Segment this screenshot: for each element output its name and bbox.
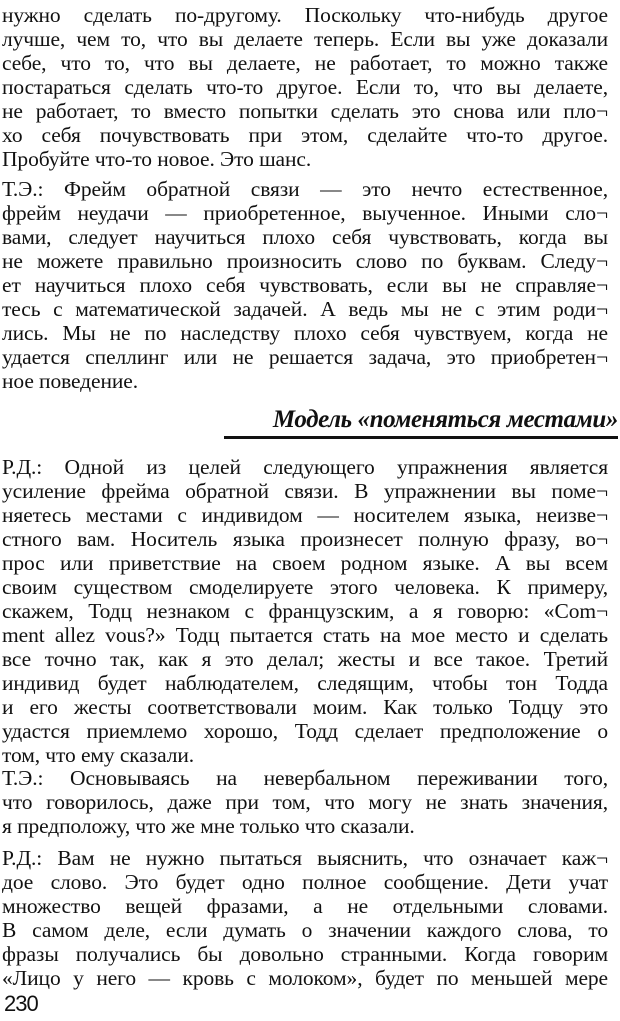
text-line: множество вещей фразами, а не отдельными словами. bbox=[2, 894, 608, 918]
text-line: Р.Д.: Вам не нужно пытаться выяснить, что означает каж¬ bbox=[2, 846, 608, 870]
text-line: том, что ему сказали. bbox=[2, 743, 195, 767]
text-line: я предположу, что же мне только что сказали. bbox=[2, 814, 415, 838]
text-line: ет научиться плохо себя чувствовать, если вы не справляе¬ bbox=[2, 273, 608, 297]
text-line: няетесь местами с индивидом — носителем языка, неизве¬ bbox=[2, 503, 608, 527]
text-line: вами, следует научиться плохо себя чувствовать, когда вы bbox=[2, 225, 608, 249]
text-line: «Лицо у него — кровь с молоком», будет по меньшей мере bbox=[2, 966, 608, 990]
heading-underline bbox=[224, 436, 618, 439]
text-line: прос или приветствие на своем родном языке. А вы всем bbox=[2, 551, 608, 575]
text-line: В самом деле, если думать о значении каждого слова, то bbox=[2, 918, 608, 942]
text-line: все точно так, как я это делал; жесты и все такое. Третий bbox=[2, 647, 608, 671]
text-line: индивид будет наблюдателем, следящим, чтобы тон Тодда bbox=[2, 671, 608, 695]
paragraph-4 bbox=[2, 766, 608, 838]
text-line: своим существом смоделируете этого человека. К примеру, bbox=[2, 575, 608, 599]
text-line: лучше, чем то, что вы делаете теперь. Если вы уже доказали bbox=[2, 27, 608, 51]
text-line: себе, что то, что вы делаете, не работает, то можно также bbox=[2, 51, 608, 75]
text-line: постараться сделать что-то другое. Если то, что вы делаете, bbox=[2, 75, 608, 99]
text-line: фразы получались бы довольно странными. Когда говорим bbox=[2, 942, 608, 966]
paragraph-3 bbox=[2, 455, 608, 767]
text-line: нужно сделать по-другому. Поскольку что-нибудь другое bbox=[2, 3, 608, 27]
text-line: Пробуйте что-то новое. Это шанс. bbox=[2, 147, 312, 171]
text-line: хо себя почувствовать при этом, сделайте что-то другое. bbox=[2, 123, 608, 147]
text-line: не можете правильно произносить слово по буквам. Следу¬ bbox=[2, 249, 608, 273]
text-line: не работает, то вместо попытки сделать это снова или пло¬ bbox=[2, 99, 608, 123]
paragraph-2 bbox=[2, 177, 608, 393]
text-line: и его жесты соответствовали моим. Как только Тодцу это bbox=[2, 695, 608, 719]
text-line: стного вам. Носитель языка произнесет полную фразу, во¬ bbox=[2, 527, 608, 551]
text-line: лись. Мы не по наследству плохо себя чувствуем, когда не bbox=[2, 321, 608, 345]
paragraph-1 bbox=[2, 3, 608, 171]
text-line: удастся приемлемо хорошо, Тодд сделает предположение о bbox=[2, 719, 608, 743]
text-line: Р.Д.: Одной из целей следующего упражнения является bbox=[2, 455, 608, 479]
text-line: что говорилось, даже при том, что могу не знать значения, bbox=[2, 790, 608, 814]
text-line: фрейм неудачи — приобретенное, выученное. Иными сло¬ bbox=[2, 201, 608, 225]
text-line: Т.Э.: Фрейм обратной связи — это нечто естественное, bbox=[2, 177, 608, 201]
text-line: скажем, Тодц незнаком с французским, а я говорю: «Com¬ bbox=[2, 599, 608, 623]
section-heading-text: Модель «поменяться местами» bbox=[272, 406, 618, 433]
text-line: ное поведение. bbox=[2, 369, 138, 393]
page-number: 230 bbox=[4, 991, 38, 1016]
text-line: Т.Э.: Основываясь на невербальном переживании того, bbox=[2, 766, 608, 790]
text-line: удается спеллинг или не решается задача, это приобретен¬ bbox=[2, 345, 608, 369]
text-line: ment allez vous?» Тодц пытается стать на мое место и сделать bbox=[2, 623, 608, 647]
text-line: тесь с математической задачей. А ведь мы не с этим роди¬ bbox=[2, 297, 608, 321]
text-line: дое слово. Это будет одно полное сообщение. Дети учат bbox=[2, 870, 608, 894]
paragraph-5 bbox=[2, 846, 608, 990]
section-heading bbox=[200, 405, 618, 439]
text-line: усиление фрейма обратной связи. В упражнении вы поме¬ bbox=[2, 479, 608, 503]
